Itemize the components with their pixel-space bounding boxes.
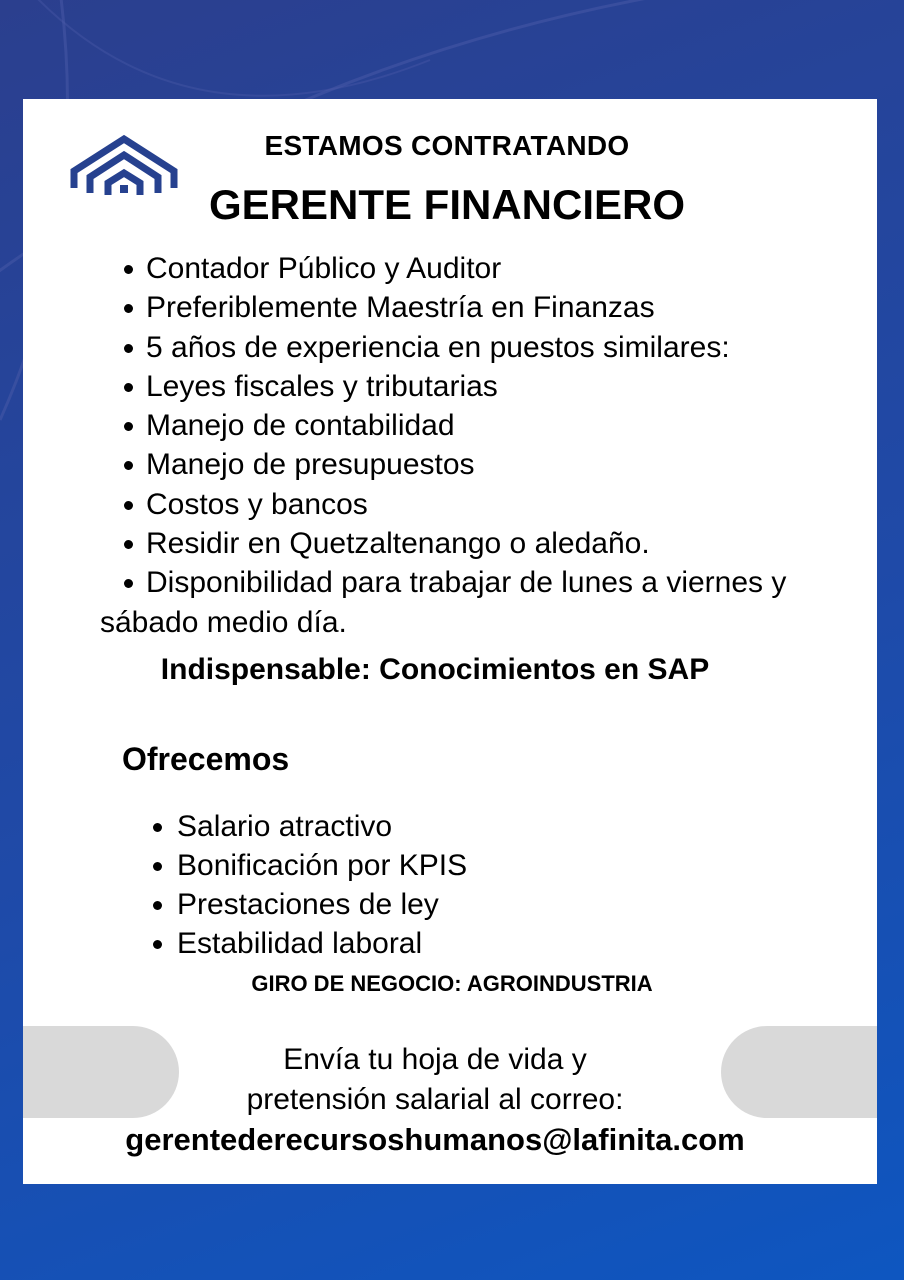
list-item: Costos y bancos — [100, 485, 840, 524]
bullet-icon — [124, 461, 133, 470]
contact-text-line-2: pretensión salarial al correo: — [246, 1083, 624, 1116]
list-item: Leyes fiscales y tributarias — [100, 367, 840, 406]
bullet-icon — [124, 422, 133, 431]
list-item: Salario atractivo — [133, 807, 467, 846]
requirement-note: Indispensable: Conocimientos en SAP — [160, 653, 710, 686]
bullet-icon — [124, 304, 133, 313]
bullet-icon — [124, 265, 133, 274]
list-item: Preferiblemente Maestría en Finanzas — [100, 288, 840, 327]
list-item: Prestaciones de ley — [133, 885, 467, 924]
industry-label: GIRO DE NEGOCIO: AGROINDUSTRIA — [251, 971, 653, 996]
list-item: Contador Público y Auditor — [100, 249, 840, 288]
list-item: Disponibilidad para trabajar de lunes a viernes y sábado medio día. — [100, 566, 787, 639]
job-title: GERENTE FINANCIERO — [208, 181, 686, 228]
contact-text-line-1: Envía tu hoja de vida y — [283, 1043, 587, 1076]
bullet-icon — [124, 344, 133, 353]
list-item: Residir en Quetzaltenango o aledaño. — [100, 524, 840, 563]
bullet-icon — [153, 862, 162, 871]
hiring-heading: ESTAMOS CONTRATANDO — [264, 130, 630, 161]
job-poster-card — [23, 99, 877, 1184]
list-item: Bonificación por KPIS — [133, 846, 467, 885]
bullet-icon — [153, 940, 162, 949]
list-item: Manejo de presupuestos — [100, 445, 840, 484]
list-item: 5 años de experiencia en puestos similares: — [100, 328, 840, 367]
bullet-icon — [153, 901, 162, 910]
offer-heading: Ofrecemos — [122, 741, 290, 777]
bullet-icon — [124, 383, 133, 392]
bullet-icon — [124, 540, 133, 549]
requirements-list — [100, 249, 840, 642]
bullet-icon — [124, 501, 133, 510]
offer-list — [133, 807, 467, 963]
bullet-icon — [124, 579, 133, 588]
list-item: Estabilidad laboral — [133, 924, 467, 963]
contact-email[interactable]: gerentederecursoshumanos@lafinita.com — [125, 1122, 745, 1157]
list-item: Manejo de contabilidad — [100, 406, 840, 445]
bullet-icon — [153, 823, 162, 832]
